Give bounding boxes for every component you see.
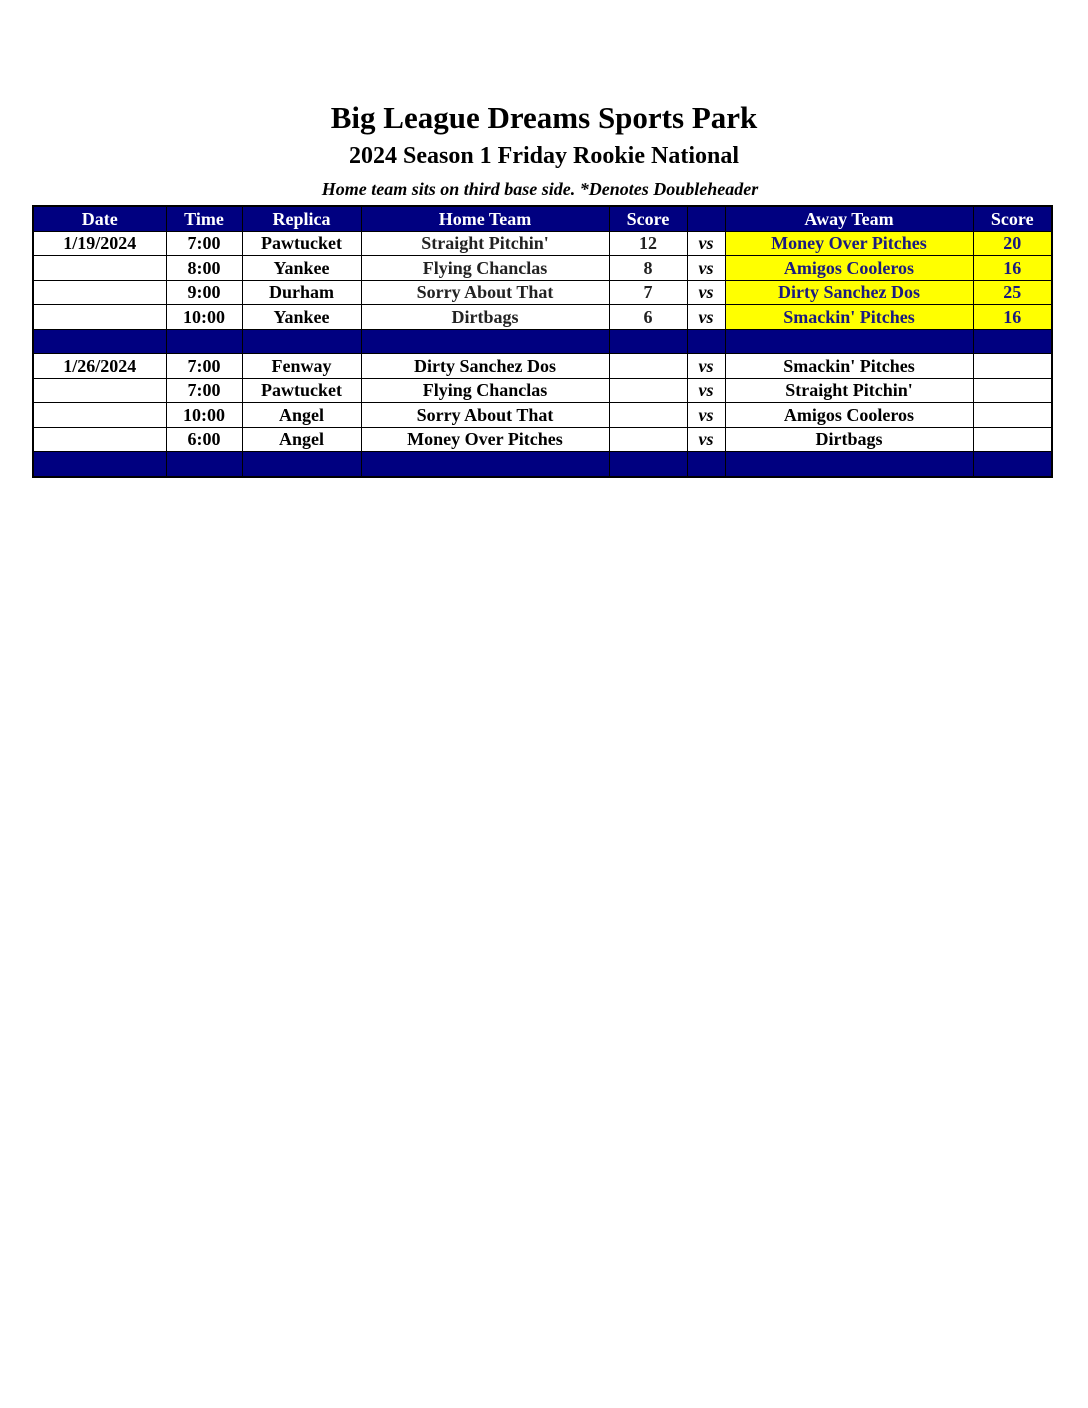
- game-replica: Pawtucket: [242, 231, 361, 256]
- away-team: Amigos Cooleros: [725, 403, 973, 428]
- game-date: [33, 403, 166, 428]
- separator-cell: [242, 452, 361, 477]
- home-score: [609, 378, 687, 403]
- game-date: [33, 280, 166, 305]
- header-row: [33, 206, 1052, 231]
- game-time: 7:00: [166, 354, 242, 379]
- game-time: 7:00: [166, 378, 242, 403]
- column-header-date: Date: [33, 206, 166, 231]
- home-team: Flying Chanclas: [361, 256, 609, 281]
- separator-cell: [361, 452, 609, 477]
- column-header-time: Time: [166, 206, 242, 231]
- home-team: Dirty Sanchez Dos: [361, 354, 609, 379]
- separator-cell: [242, 329, 361, 354]
- home-score: [609, 427, 687, 452]
- game-replica: Yankee: [242, 305, 361, 330]
- game-replica: Fenway: [242, 354, 361, 379]
- column-header-away-team: Away Team: [725, 206, 973, 231]
- separator-cell: [33, 329, 166, 354]
- away-score-winner: 16: [973, 305, 1052, 330]
- home-score: 6: [609, 305, 687, 330]
- home-score: 12: [609, 231, 687, 256]
- table-row: [33, 231, 1052, 256]
- home-score: [609, 354, 687, 379]
- page-note: Home team sits on third base side. *Denotes Doubleheader: [321, 179, 759, 199]
- game-replica: Pawtucket: [242, 378, 361, 403]
- away-score: [973, 378, 1052, 403]
- separator-cell: [33, 452, 166, 477]
- separator-cell: [725, 329, 973, 354]
- table-row: [33, 403, 1052, 428]
- away-score-winner: 16: [973, 256, 1052, 281]
- separator-cell: [687, 329, 725, 354]
- vs-label: vs: [687, 403, 725, 428]
- away-team: Straight Pitchin': [725, 378, 973, 403]
- vs-label: vs: [687, 427, 725, 452]
- game-replica: Durham: [242, 280, 361, 305]
- home-score: [609, 403, 687, 428]
- game-time: 8:00: [166, 256, 242, 281]
- vs-label: vs: [687, 256, 725, 281]
- separator-cell: [973, 329, 1052, 354]
- away-team-winner: Money Over Pitches: [725, 231, 973, 256]
- week-separator-row: [33, 452, 1052, 477]
- game-date: [33, 256, 166, 281]
- table-row: [33, 256, 1052, 281]
- home-score: 8: [609, 256, 687, 281]
- separator-cell: [687, 452, 725, 477]
- separator-cell: [361, 329, 609, 354]
- home-team: Straight Pitchin': [361, 231, 609, 256]
- week-separator-row: [33, 329, 1052, 354]
- home-score: 7: [609, 280, 687, 305]
- page-title: Big League Dreams Sports Park: [330, 100, 758, 135]
- page-subtitle: 2024 Season 1 Friday Rookie National: [348, 143, 740, 169]
- away-team: Smackin' Pitches: [725, 354, 973, 379]
- column-header-replica: Replica: [242, 206, 361, 231]
- game-replica: Yankee: [242, 256, 361, 281]
- away-score-winner: 25: [973, 280, 1052, 305]
- separator-cell: [725, 452, 973, 477]
- game-time: 10:00: [166, 403, 242, 428]
- away-team-winner: Amigos Cooleros: [725, 256, 973, 281]
- table-row: [33, 354, 1052, 379]
- column-header-away-score: Score: [973, 206, 1052, 231]
- vs-label: vs: [687, 305, 725, 330]
- game-replica: Angel: [242, 427, 361, 452]
- home-team: Dirtbags: [361, 305, 609, 330]
- game-date: 1/19/2024: [33, 231, 166, 256]
- game-date: [33, 378, 166, 403]
- game-date: [33, 305, 166, 330]
- separator-cell: [166, 329, 242, 354]
- game-time: 6:00: [166, 427, 242, 452]
- away-score: [973, 403, 1052, 428]
- home-team: Sorry About That: [361, 280, 609, 305]
- table-row: [33, 427, 1052, 452]
- home-team: Flying Chanclas: [361, 378, 609, 403]
- game-replica: Angel: [242, 403, 361, 428]
- away-score: [973, 354, 1052, 379]
- away-score: [973, 427, 1052, 452]
- away-team-winner: Dirty Sanchez Dos: [725, 280, 973, 305]
- game-time: 9:00: [166, 280, 242, 305]
- game-time: 7:00: [166, 231, 242, 256]
- separator-cell: [609, 329, 687, 354]
- game-date: 1/26/2024: [33, 354, 166, 379]
- schedule-table: [32, 205, 1053, 478]
- vs-label: vs: [687, 378, 725, 403]
- column-header-vs: [687, 206, 725, 231]
- vs-label: vs: [687, 231, 725, 256]
- column-header-home-team: Home Team: [361, 206, 609, 231]
- separator-cell: [166, 452, 242, 477]
- home-team: Sorry About That: [361, 403, 609, 428]
- vs-label: vs: [687, 280, 725, 305]
- away-score-winner: 20: [973, 231, 1052, 256]
- separator-cell: [609, 452, 687, 477]
- table-row: [33, 378, 1052, 403]
- game-date: [33, 427, 166, 452]
- column-header-home-score: Score: [609, 206, 687, 231]
- separator-cell: [973, 452, 1052, 477]
- away-team-winner: Smackin' Pitches: [725, 305, 973, 330]
- vs-label: vs: [687, 354, 725, 379]
- game-time: 10:00: [166, 305, 242, 330]
- table-row: [33, 280, 1052, 305]
- home-team: Money Over Pitches: [361, 427, 609, 452]
- table-row: [33, 305, 1052, 330]
- away-team: Dirtbags: [725, 427, 973, 452]
